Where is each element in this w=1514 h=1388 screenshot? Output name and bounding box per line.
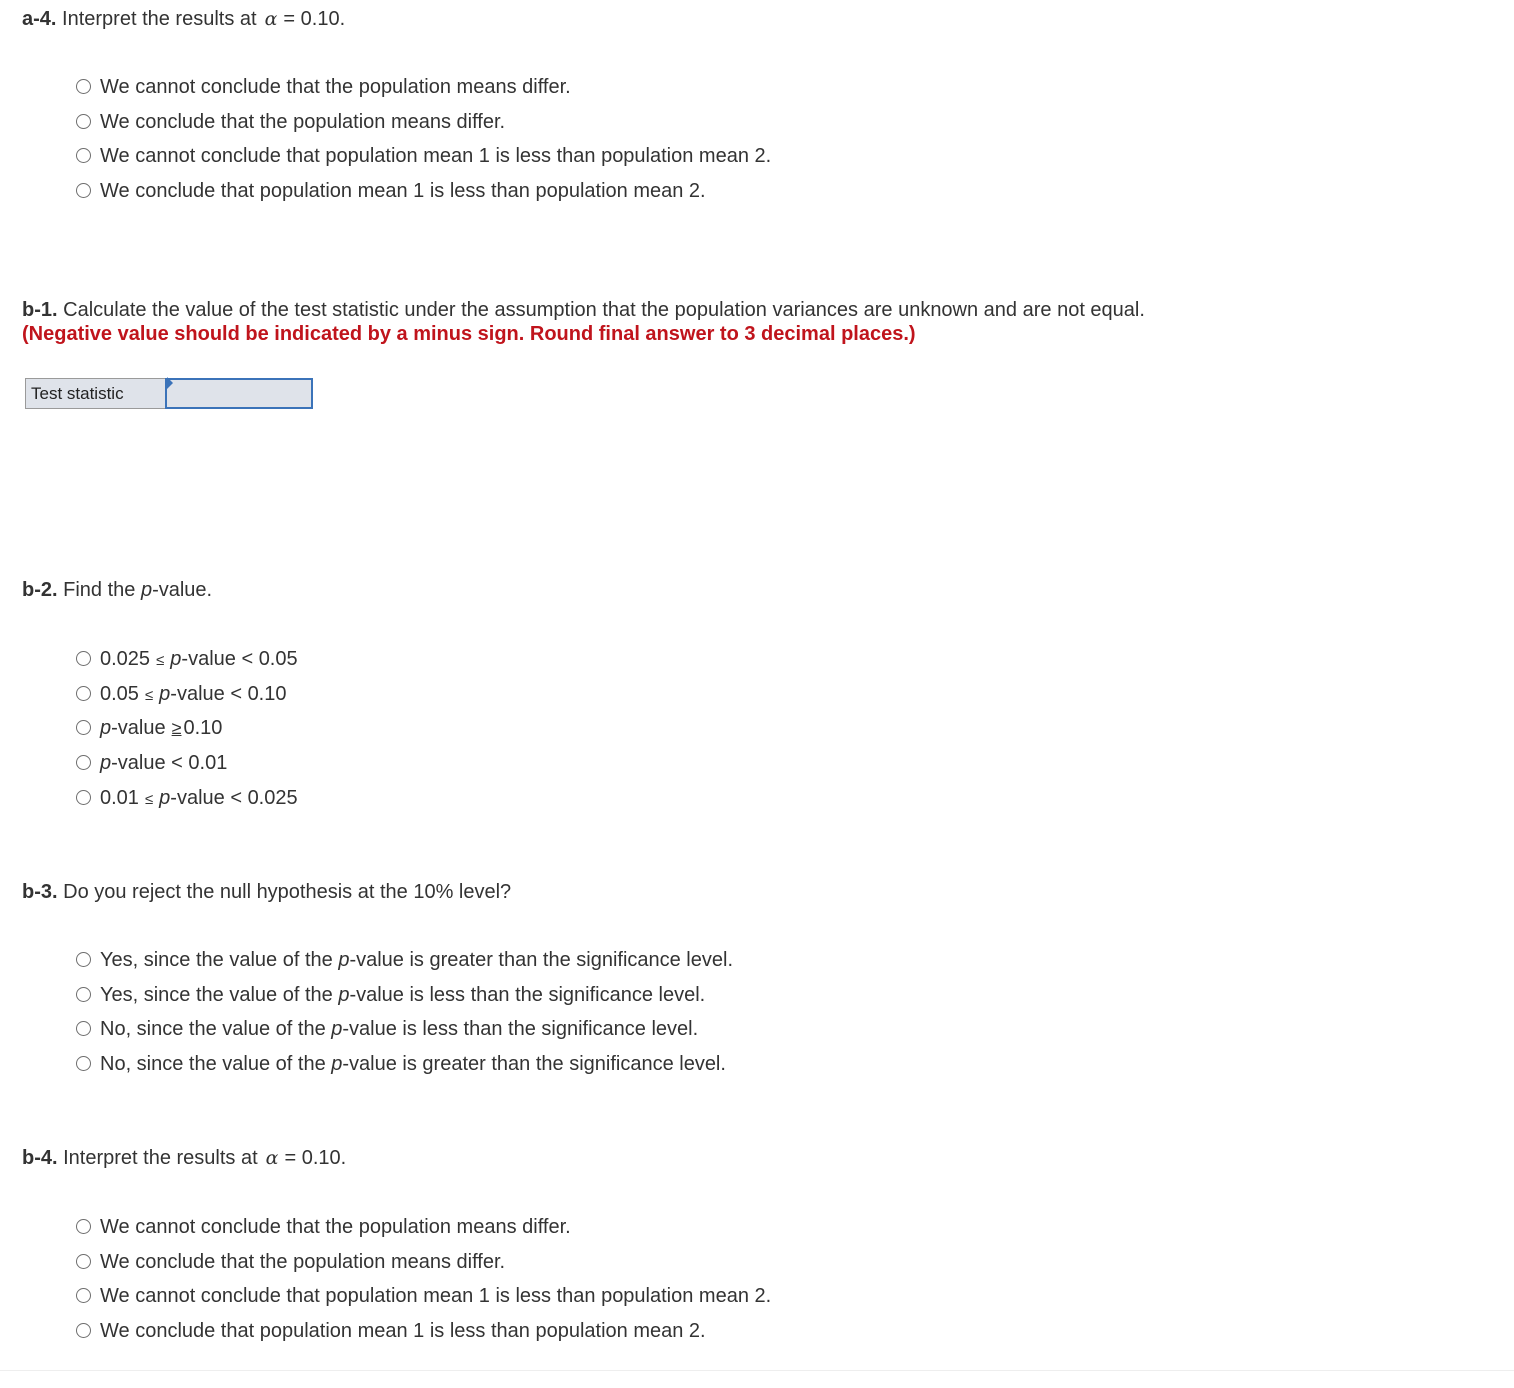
option-value: 0.10 [183,717,223,740]
relation-symbol: ≥ [171,718,182,739]
question-b4 [22,1146,346,1170]
question-text: = 0.10. [283,8,346,30]
radio-button[interactable] [76,1021,91,1036]
option-label: -value is greater than the significance level. [342,1052,726,1075]
radio-option[interactable] [74,943,733,978]
radio-option[interactable] [74,105,771,140]
radio-button[interactable] [76,686,91,701]
option-label: -value < 0.10 [170,682,287,705]
option-label: We cannot conclude that the population means differ. [100,75,571,98]
question-b1 [22,298,1145,322]
option-label: Yes, since the value of the [100,983,333,1006]
cell-marker-icon [167,377,173,389]
p-italic: p [331,1018,343,1041]
p-italic: p [338,983,350,1006]
radio-option[interactable] [74,1279,771,1314]
option-value: 0.01 [100,786,139,809]
question-text: Interpret the results at [63,1147,258,1169]
test-statistic-input[interactable] [165,378,313,409]
instruction-text: (Negative value should be indicated by a minus sign. Round final answer to 3 decimal places.) [22,323,916,345]
options-a4 [74,70,771,209]
radio-button[interactable] [76,1219,91,1234]
p-italic: p [338,948,350,971]
radio-button[interactable] [76,1056,91,1071]
relation-symbol: ≤ [156,651,165,669]
radio-button[interactable] [76,987,91,1002]
question-label: a-4. [22,8,57,30]
radio-button[interactable] [76,114,91,129]
radio-option[interactable] [74,174,771,209]
radio-option[interactable] [74,70,771,105]
p-italic: p [100,717,112,740]
question-text: Do you reject the null hypothesis at the 10% level? [63,881,512,903]
question-label: b-4. [22,1147,58,1169]
option-label: We cannot conclude that the population means differ. [100,1215,571,1238]
option-label: -value [111,717,166,740]
option-label: -value < 0.01 [111,751,228,774]
radio-option[interactable] [74,139,771,174]
option-label: No, since the value of the [100,1018,326,1041]
question-label: b-2. [22,579,58,601]
option-value: 0.025 [100,647,151,670]
option-label: Yes, since the value of the [100,948,333,971]
question-a4 [22,7,345,31]
question-b3 [22,880,511,904]
alpha-symbol: α [264,8,278,30]
question-text: Find the [63,579,136,601]
alpha-symbol: α [265,1147,279,1169]
option-label: We cannot conclude that population mean 1 is less than population mean 2. [100,1285,772,1308]
radio-option[interactable] [74,677,298,712]
option-label: -value < 0.05 [181,647,298,670]
option-label: We conclude that population mean 1 is less than population mean 2. [100,1319,706,1342]
radio-button[interactable] [76,651,91,666]
radio-button[interactable] [76,148,91,163]
p-italic: p [159,786,171,809]
test-statistic-label: Test statistic [25,378,165,409]
question-b2 [22,578,212,602]
answer-table [25,378,313,409]
option-label: -value is greater than the significance level. [349,948,733,971]
radio-button[interactable] [76,1323,91,1338]
radio-button[interactable] [76,952,91,967]
relation-symbol: ≤ [144,686,154,704]
test-statistic-cell [165,378,313,409]
option-label: We cannot conclude that population mean 1 is less than population mean 2. [100,145,772,168]
radio-option[interactable] [74,1245,771,1280]
radio-option[interactable] [74,746,298,781]
radio-button[interactable] [76,790,91,805]
question-text: -value. [152,579,213,601]
question-label: b-3. [22,881,58,903]
option-label: -value < 0.025 [170,786,298,809]
option-label: No, since the value of the [100,1052,326,1075]
option-label: We conclude that the population means differ. [100,1250,506,1273]
question-text: Calculate the value of the test statistic under the assumption that the population variances are unknown and are not equal. [63,299,1145,321]
question-text: = 0.10. [284,1147,347,1169]
radio-option[interactable] [74,1012,733,1047]
p-italic: p [140,579,153,601]
radio-button[interactable] [76,755,91,770]
relation-symbol: ≤ [144,790,154,808]
option-label: We conclude that population mean 1 is less than population mean 2. [100,179,706,202]
option-value: 0.05 [100,682,139,705]
p-italic: p [170,647,182,670]
radio-option[interactable] [74,781,298,816]
radio-button[interactable] [76,1254,91,1269]
options-b2 [74,642,298,815]
radio-button[interactable] [76,720,91,735]
radio-option[interactable] [74,642,298,677]
radio-option[interactable] [74,1314,771,1349]
radio-button[interactable] [76,1288,91,1303]
option-label: -value is less than the significance level. [342,1018,699,1041]
option-label: -value is less than the significance level. [349,983,706,1006]
radio-option[interactable] [74,1047,733,1082]
question-label: b-1. [22,299,58,321]
radio-button[interactable] [76,183,91,198]
bottom-divider [0,1370,1514,1371]
radio-option[interactable] [74,711,298,746]
p-italic: p [159,682,171,705]
options-b3 [74,943,733,1082]
question-text: Interpret the results at [62,8,257,30]
p-italic: p [100,751,112,774]
option-label: We conclude that the population means differ. [100,110,506,133]
radio-button[interactable] [76,79,91,94]
radio-option[interactable] [74,1210,771,1245]
options-b4 [74,1210,771,1349]
p-italic: p [331,1052,343,1075]
radio-option[interactable] [74,978,733,1013]
